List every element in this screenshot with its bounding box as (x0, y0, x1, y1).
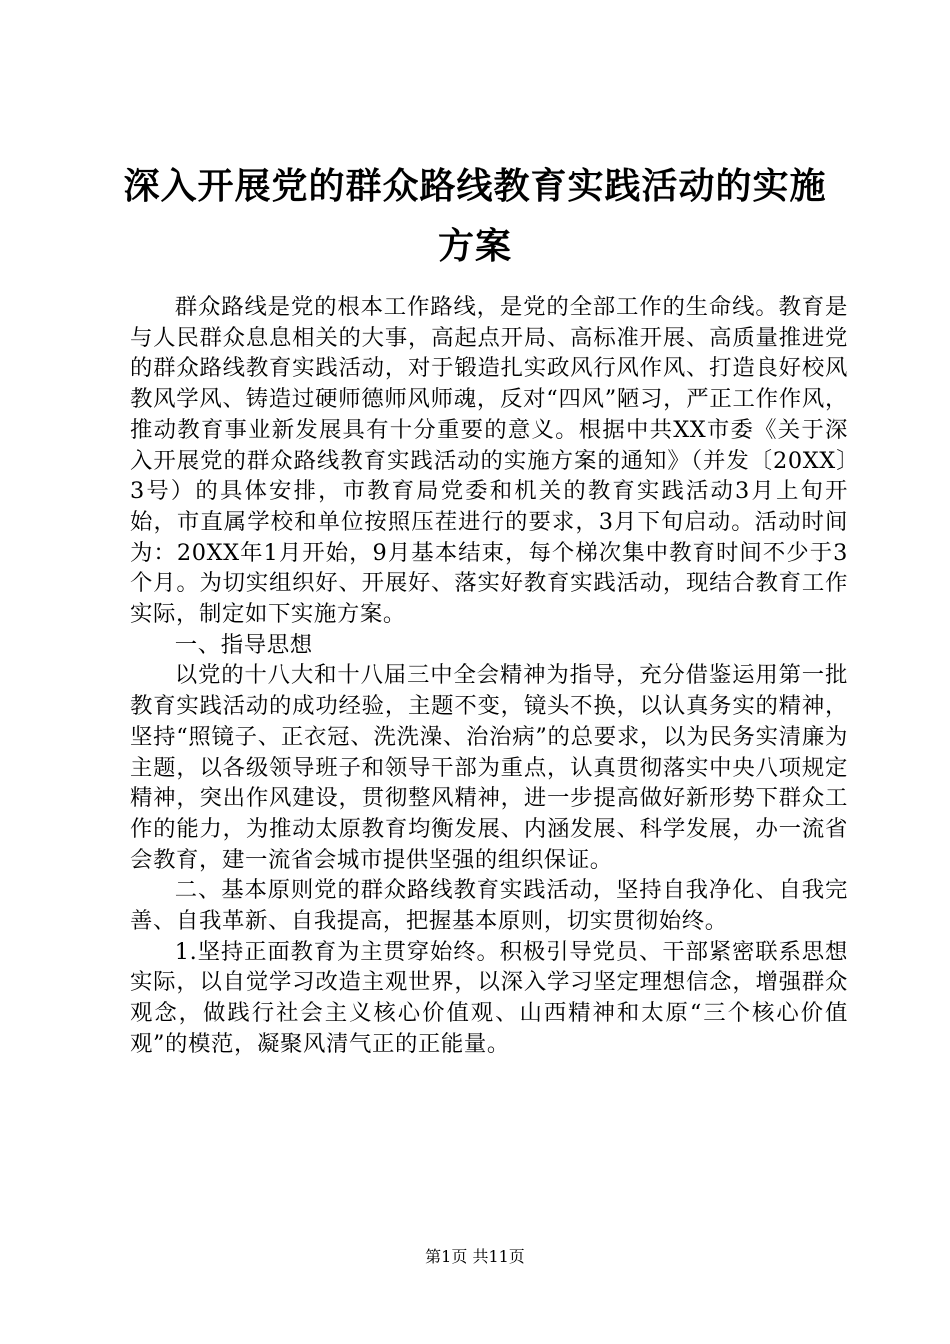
paragraph-basic-principles: 二、基本原则党的群众路线教育实践活动，坚持自我净化、自我完善、自我革新、自我提高，把握基本原则，切实贯彻始终。 (130, 877, 848, 935)
paragraph-guiding-ideology: 以党的十八大和十八届三中全会精神为指导，充分借鉴运用第一批教育实践活动的成功经验，主题不变，镜头不换，以认真务实的精神，坚持“照镜子、正衣冠、洗洗澡、治治病”的总要求，以为民务实清廉为主题，以各级领导班子和领导干部为重点，认真贯彻落实中央八项规定精神，突出作风建设，贯彻整风精神，进一步提高做好新形势下群众工作的能力，为推动太原教育均衡发展、内涵发展、科学发展，办一流省会教育，建一流省会城市提供坚强的组织保证。 (130, 662, 848, 873)
page-footer: 第1页 共11页 (425, 1247, 525, 1266)
document-body (130, 292, 848, 1060)
paragraph-intro: 群众路线是党的根本工作路线，是党的全部工作的生命线。教育是与人民群众息息相关的大事，高起点开局、高标准开展、高质量推进党的群众路线教育实践活动，对于锻造扎实政风行风作风、打造良好校风教风学风、铸造过硬师德师风师魂，反对“四风”陋习，严正工作作风，推动教育事业新发展具有十分重要的意义。根据中共XX市委《关于深入开展党的群众路线教育实践活动的实施方案的通知》（并发〔20XX〕3号）的具体安排，市教育局党委和机关的教育实践活动3月上旬开始，市直属学校和单位按照压茬进行的要求，3月下旬启动。活动时间为：20XX年1月开始，9月基本结束，每个梯次集中教育时间不少于3个月。为切实组织好、开展好、落实好教育实践活动，现结合教育工作实际，制定如下实施方案。 (130, 294, 848, 628)
section-heading-guiding-ideology: 一、指导思想 (174, 631, 313, 658)
paragraph-principle-1: 1.坚持正面教育为主贯穿始终。积极引导党员、干部紧密联系思想实际，以自觉学习改造主观世界，以深入学习坚定理想信念，增强群众观念，做践行社会主义核心价值观、山西精神和太原“三个核心价值观”的模范，凝聚风清气正的正能量。 (130, 938, 848, 1057)
document-title: 深入开展党的群众路线教育实践活动的实施方案 (123, 165, 827, 267)
